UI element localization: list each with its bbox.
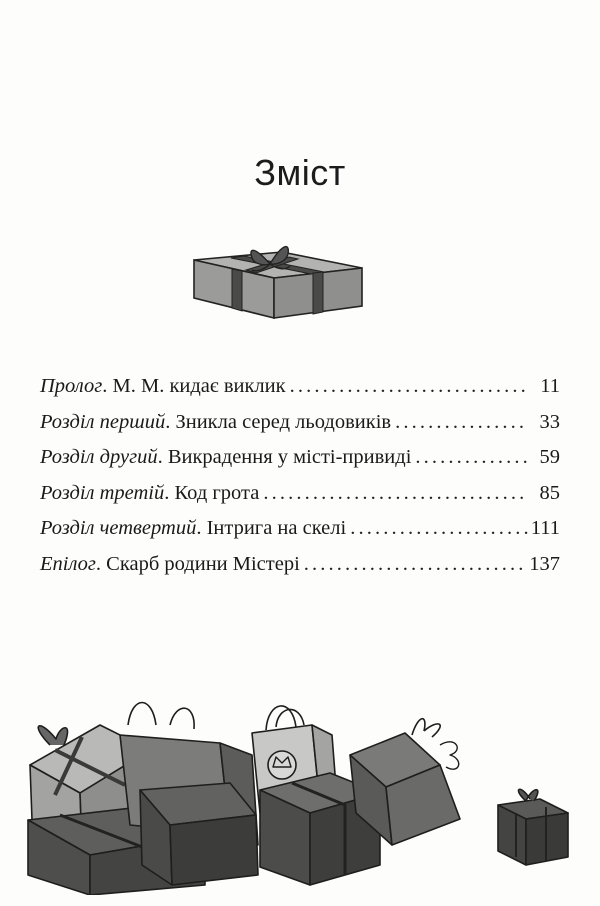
chapter-title: Розділ третій: [40, 481, 165, 504]
chapter-separator: .: [102, 375, 113, 397]
toc-entry[interactable]: [40, 482, 560, 518]
gift-box-icon: [186, 238, 366, 322]
toc-entry[interactable]: [40, 411, 560, 447]
page-title: Зміст: [254, 152, 346, 193]
chapter-separator: .: [157, 446, 168, 468]
chapter-subtitle: Скарб родини Містері: [106, 552, 300, 575]
chapter-separator: .: [196, 517, 207, 539]
dot-leader: [395, 411, 528, 434]
page-number: 137: [529, 552, 560, 575]
chapter-subtitle: Інтрига на скелі: [206, 517, 347, 539]
chapter-subtitle: Зникла серед льодовиків: [175, 410, 392, 433]
dot-leader: [263, 482, 528, 505]
chapter-subtitle: Викрадення у місті-привиді: [167, 446, 412, 468]
dot-leader: [415, 446, 528, 469]
chapter-subtitle: М. М. кидає виклик: [112, 375, 286, 397]
page-number: 111: [530, 517, 560, 539]
dot-leader: [304, 553, 527, 576]
dot-leader: [350, 517, 528, 540]
page-number: 11: [540, 375, 560, 397]
page-number: 85: [539, 481, 560, 504]
chapter-title: Епілог: [40, 552, 96, 575]
toc-entry[interactable]: [40, 553, 560, 589]
chapter-separator: .: [164, 481, 175, 504]
chapter-separator: .: [165, 410, 176, 433]
chapter-title: Розділ другий: [40, 446, 158, 468]
page-number: 33: [539, 410, 560, 433]
table-of-contents: [40, 375, 560, 588]
toc-entry[interactable]: [40, 446, 560, 482]
toc-entry[interactable]: [40, 375, 560, 411]
dot-leader: [290, 375, 528, 398]
chapter-title: Розділ четвертий: [40, 517, 197, 539]
chapter-subtitle: Код грота: [174, 481, 260, 504]
toc-entry[interactable]: [40, 517, 560, 553]
chapter-title: Розділ перший: [40, 410, 166, 433]
gift-pile-icon: [20, 695, 580, 895]
chapter-separator: .: [95, 552, 107, 575]
page-number: 59: [539, 446, 560, 468]
chapter-title: Пролог: [40, 375, 103, 397]
